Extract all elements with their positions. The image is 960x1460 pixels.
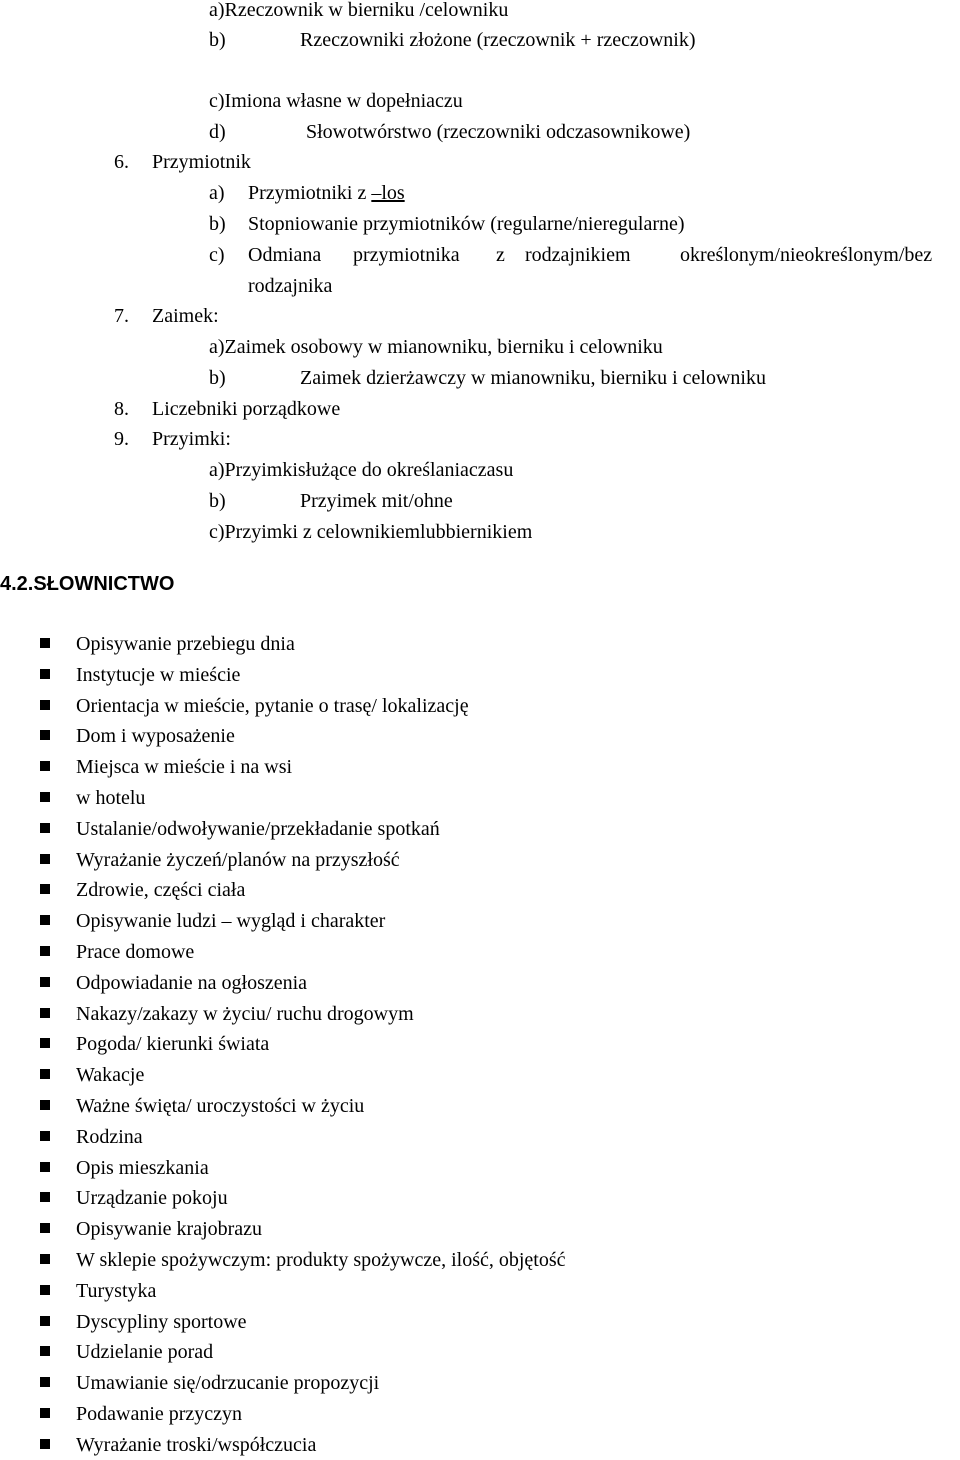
list-item bbox=[0, 1217, 960, 1241]
list-item-text: Zdrowie, części ciała bbox=[76, 879, 246, 902]
list-item-text: Udzielanie porad bbox=[76, 1341, 214, 1364]
item-marker: a) bbox=[209, 336, 225, 358]
item-marker: b) bbox=[209, 213, 226, 235]
list-item-text: Wyrażanie życzeń/planów na przyszłość bbox=[76, 848, 400, 871]
list-item bbox=[0, 878, 960, 902]
list-item-text: Pogoda/ kierunki świata bbox=[76, 1033, 270, 1056]
list-item bbox=[0, 1433, 960, 1457]
section-title: Przyimki: bbox=[152, 428, 231, 450]
section-number: 6. bbox=[114, 151, 129, 173]
section-7-item-a bbox=[209, 335, 663, 359]
item-marker: b) bbox=[209, 29, 226, 51]
list-item-text: Umawianie się/odrzucanie propozycji bbox=[76, 1372, 380, 1395]
list-item-text: Opisywanie krajobrazu bbox=[76, 1218, 263, 1241]
square-bullet-icon bbox=[40, 792, 50, 802]
list-item bbox=[0, 1032, 960, 1056]
item-marker: a) bbox=[209, 0, 225, 21]
item-word: z bbox=[496, 244, 505, 266]
square-bullet-icon bbox=[40, 1254, 50, 1264]
section-title: Przymiotnik bbox=[152, 151, 251, 173]
square-bullet-icon bbox=[40, 1069, 50, 1079]
square-bullet-icon bbox=[40, 761, 50, 771]
square-bullet-icon bbox=[40, 1408, 50, 1418]
list-item-text: Instytucje w mieście bbox=[76, 663, 241, 686]
square-bullet-icon bbox=[40, 1008, 50, 1018]
square-bullet-icon bbox=[40, 915, 50, 925]
noun-item-a bbox=[209, 0, 508, 22]
item-marker: c) bbox=[209, 90, 225, 112]
underlined-suffix: –los bbox=[371, 182, 405, 204]
item-text: Zaimek osobowy w mianowniku, bierniku i celowniku bbox=[224, 336, 663, 358]
item-text: Stopniowanie przymiotników (regularne/nieregularne) bbox=[248, 213, 685, 235]
list-item bbox=[0, 663, 960, 687]
square-bullet-icon bbox=[40, 700, 50, 710]
item-word: rodzajnikiem bbox=[525, 244, 631, 266]
square-bullet-icon bbox=[40, 1377, 50, 1387]
list-item-text: Turystyka bbox=[76, 1279, 157, 1302]
list-item bbox=[0, 971, 960, 995]
list-item bbox=[0, 1156, 960, 1180]
item-text: Imiona własne w dopełniaczu bbox=[224, 90, 463, 112]
section-6-item-c bbox=[0, 243, 960, 267]
list-item bbox=[0, 1279, 960, 1303]
section-7-item-b bbox=[0, 366, 960, 390]
list-item-text: Orientacja w mieście, pytanie o trasę/ lokalizację bbox=[76, 694, 469, 717]
item-text: Przyimki z celownikiemlubbiernikiem bbox=[224, 521, 533, 543]
item-text: Przymiotniki z –los bbox=[248, 182, 405, 204]
square-bullet-icon bbox=[40, 730, 50, 740]
noun-item-c bbox=[209, 89, 463, 113]
section-7-heading bbox=[0, 304, 960, 328]
list-item-text: Opisywanie ludzi – wygląd i charakter bbox=[76, 910, 386, 933]
square-bullet-icon bbox=[40, 1439, 50, 1449]
square-bullet-icon bbox=[40, 946, 50, 956]
noun-item-d bbox=[0, 120, 960, 144]
list-item bbox=[0, 817, 960, 841]
section-number: 8. bbox=[114, 398, 129, 420]
list-item-text: Nakazy/zakazy w życiu/ ruchu drogowym bbox=[76, 1002, 414, 1025]
list-item bbox=[0, 724, 960, 748]
section-6-heading bbox=[0, 150, 960, 174]
list-item bbox=[0, 1002, 960, 1026]
list-item bbox=[0, 1371, 960, 1395]
list-item bbox=[0, 694, 960, 718]
list-item bbox=[0, 1310, 960, 1334]
list-item bbox=[0, 1402, 960, 1426]
noun-item-b bbox=[0, 28, 960, 52]
list-item-text: Miejsca w mieście i na wsi bbox=[76, 756, 293, 779]
square-bullet-icon bbox=[40, 977, 50, 987]
item-text: Słowotwórstwo (rzeczowniki odczasownikowe) bbox=[306, 121, 691, 143]
square-bullet-icon bbox=[40, 1223, 50, 1233]
list-item bbox=[0, 1248, 960, 1272]
item-marker: b) bbox=[209, 490, 226, 512]
list-item bbox=[0, 786, 960, 810]
list-item-text: Ustalanie/odwoływanie/przekładanie spotkań bbox=[76, 817, 440, 840]
section-number: 7. bbox=[114, 305, 129, 327]
list-item bbox=[0, 1094, 960, 1118]
section-9-item-b bbox=[0, 489, 960, 513]
section-title: Liczebniki porządkowe bbox=[152, 398, 341, 420]
list-item-text: w hotelu bbox=[76, 787, 146, 809]
list-item-text: Wakacje bbox=[76, 1064, 145, 1087]
list-item-text: Opis mieszkania bbox=[76, 1156, 209, 1179]
list-item bbox=[0, 755, 960, 779]
item-word: określonym/nieokreślonym/bez bbox=[680, 244, 933, 266]
list-item-text: W sklepie spożywczym: produkty spożywcze, ilość, objętość bbox=[76, 1249, 566, 1271]
item-marker: c) bbox=[209, 244, 225, 266]
square-bullet-icon bbox=[40, 1038, 50, 1048]
square-bullet-icon bbox=[40, 1100, 50, 1110]
square-bullet-icon bbox=[40, 1316, 50, 1326]
item-text: Rzeczownik w bierniku /celowniku bbox=[224, 0, 509, 21]
section-6-item-a bbox=[0, 181, 960, 205]
list-item-text: Dom i wyposażenie bbox=[76, 725, 235, 748]
item-text: Przyimkisłużące do określaniaczasu bbox=[224, 459, 514, 481]
list-item-text: Rodzina bbox=[76, 1125, 143, 1148]
list-item-text: Prace domowe bbox=[76, 941, 195, 963]
item-marker: a) bbox=[209, 182, 225, 204]
item-word: przymiotnika bbox=[353, 244, 460, 266]
list-item-text: Ważne święta/ uroczystości w życiu bbox=[76, 1095, 365, 1117]
square-bullet-icon bbox=[40, 669, 50, 679]
square-bullet-icon bbox=[40, 823, 50, 833]
list-item bbox=[0, 1186, 960, 1210]
list-item-text: Opisywanie przebiegu dnia bbox=[76, 633, 295, 655]
section-9-heading bbox=[0, 427, 960, 451]
item-marker: b) bbox=[209, 367, 226, 389]
section-8-heading bbox=[0, 397, 960, 421]
section-6-item-c-continuation: rodzajnika bbox=[248, 275, 333, 297]
item-word: Odmiana bbox=[248, 244, 322, 266]
list-item-text: Wyrażanie troski/współczucia bbox=[76, 1433, 317, 1456]
list-item bbox=[0, 848, 960, 872]
list-item bbox=[0, 909, 960, 933]
section-title: Zaimek: bbox=[152, 305, 219, 327]
section-6-item-b bbox=[0, 212, 960, 236]
list-item bbox=[0, 1125, 960, 1149]
item-marker: d) bbox=[209, 121, 226, 143]
square-bullet-icon bbox=[40, 1192, 50, 1202]
list-item-text: Odpowiadanie na ogłoszenia bbox=[76, 971, 308, 994]
square-bullet-icon bbox=[40, 1162, 50, 1172]
item-text: Przyimek mit/ohne bbox=[300, 490, 453, 512]
list-item bbox=[0, 940, 960, 964]
section-9-item-c bbox=[209, 520, 532, 544]
item-marker: a) bbox=[209, 459, 225, 481]
list-item bbox=[0, 1063, 960, 1087]
item-marker: c) bbox=[209, 521, 225, 543]
list-item-text: Dyscypliny sportowe bbox=[76, 1310, 247, 1333]
square-bullet-icon bbox=[40, 854, 50, 864]
item-text: Zaimek dzierżawczy w mianowniku, bierniku i celowniku bbox=[300, 367, 766, 389]
item-text: Rzeczowniki złożone (rzeczownik + rzeczownik) bbox=[300, 29, 696, 51]
list-item-text: Podawanie przyczyn bbox=[76, 1403, 243, 1425]
square-bullet-icon bbox=[40, 1131, 50, 1141]
section-9-item-a bbox=[209, 458, 513, 482]
vocabulary-heading: 4.2.SŁOWNICTWO bbox=[0, 573, 175, 595]
section-number: 9. bbox=[114, 428, 129, 450]
list-item-text: Urządzanie pokoju bbox=[76, 1187, 228, 1210]
list-item bbox=[0, 632, 960, 656]
square-bullet-icon bbox=[40, 1285, 50, 1295]
square-bullet-icon bbox=[40, 638, 50, 648]
square-bullet-icon bbox=[40, 884, 50, 894]
list-item bbox=[0, 1340, 960, 1364]
square-bullet-icon bbox=[40, 1346, 50, 1356]
